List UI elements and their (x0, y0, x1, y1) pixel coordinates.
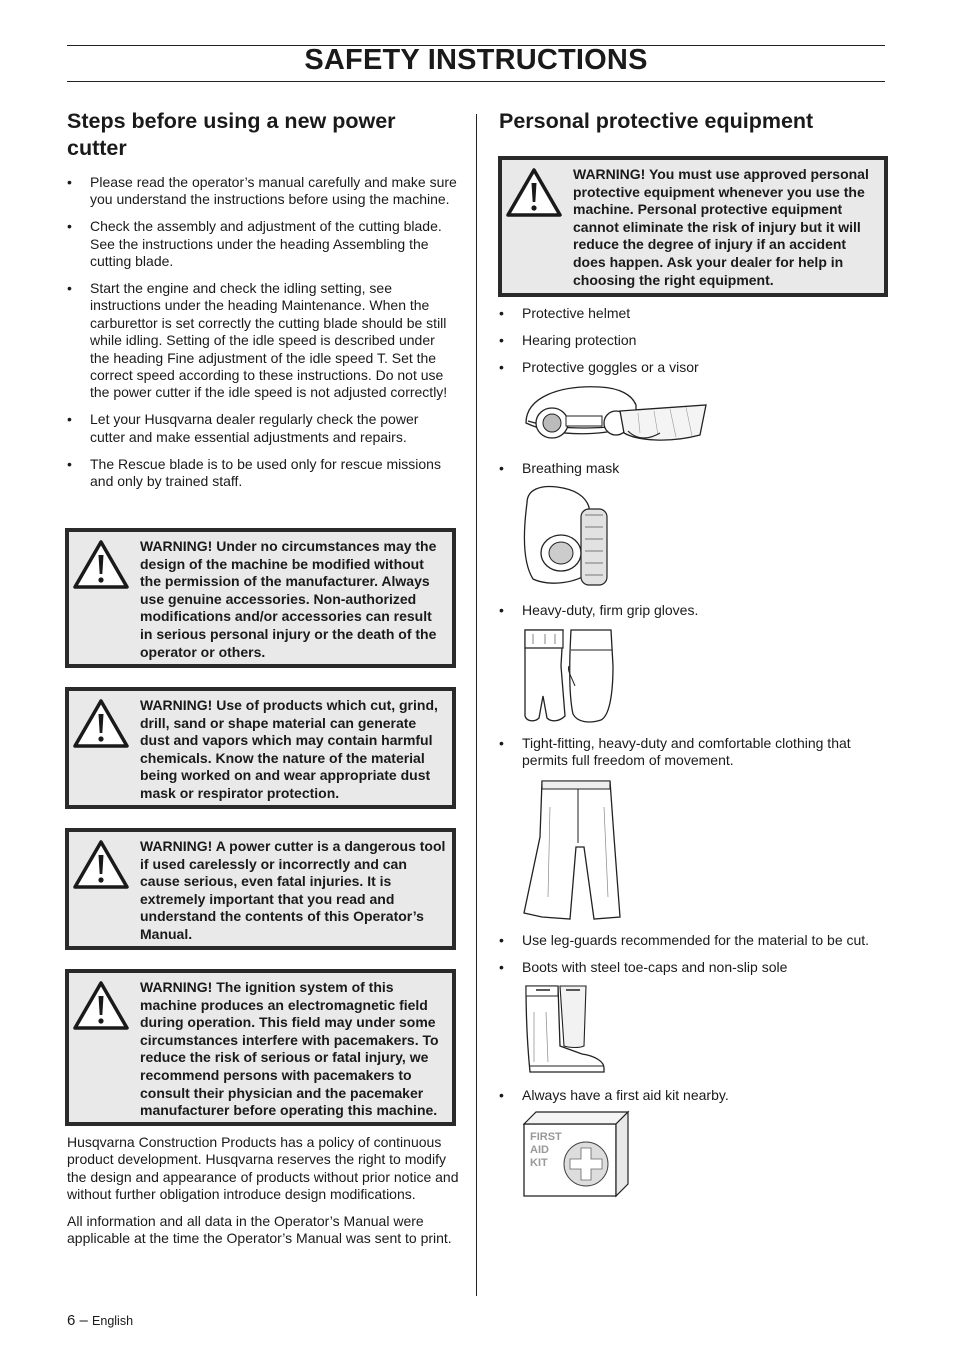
first-aid-label-2: AID (530, 1144, 549, 1156)
ppe-list-clothing (499, 735, 889, 779)
warning-icon (73, 698, 129, 748)
list-item: • Heavy-duty, firm grip gloves. (499, 602, 889, 619)
list-item: • Let your Husqvarna dealer regularly check the power cutter and make essential adjustments and repairs. (67, 411, 457, 446)
list-item: • Please read the operator’s manual carefully and make sure you understand the instructions before using the machine. (67, 174, 457, 209)
first-aid-label-3: KIT (530, 1157, 548, 1169)
list-item: • The Rescue blade is to be used only for rescue missions and only by trained staff. (67, 456, 457, 491)
steps-heading: Steps before using a new power cutter (67, 109, 396, 160)
list-item: • Check the assembly and adjustment of the cutting blade. See the instructions under the heading Assembling the cutting blade. (67, 218, 457, 270)
header-bottom-rule (67, 81, 885, 82)
list-item: • Protective helmet (499, 305, 889, 322)
warning-box-ppe (498, 156, 888, 297)
warning-box-modification (65, 528, 456, 668)
column-divider (476, 114, 477, 1296)
page-title: SAFETY INSTRUCTIONS (304, 44, 648, 76)
first-aid-kit-illustration (520, 1108, 632, 1202)
list-item: • Breathing mask (499, 460, 889, 477)
ppe-list-head (499, 305, 889, 386)
boots-illustration (520, 982, 608, 1076)
steps-list (67, 174, 457, 500)
gloves-illustration (521, 626, 617, 724)
page-footer (67, 1312, 133, 1329)
helmet-visor-illustration (520, 383, 708, 447)
first-aid-label-1: FIRST (530, 1131, 562, 1143)
warning-icon (73, 980, 129, 1030)
list-item: • Always have a first aid kit nearby. (499, 1087, 889, 1104)
warning-text: WARNING! You must use approved personal protective equipment whenever you use the machine. Personal protective equipment cannot eliminate the risk of injury but it will reduce the degree of injury if an accident does happen. Ask your dealer for help in choosing the right equipment. (573, 166, 869, 288)
warning-text: WARNING! Use of products which cut, grind, drill, sand or shape material can generate dust and vapors which may contain harmful chemicals. Know the nature of the material being worked on and wear appropriate dust mask or respirator protection. (140, 697, 438, 801)
warning-icon (73, 539, 129, 589)
warning-box-dust (65, 687, 456, 809)
list-item: • Protective goggles or a visor (499, 359, 889, 376)
warning-box-danger (65, 828, 456, 950)
warning-box-pacemaker (65, 969, 456, 1126)
list-item: • Hearing protection (499, 332, 889, 349)
policy-paragraph: Husqvarna Construction Products has a policy of continuous product development. Husqvarna reserves the right to modify the design and appearance of products without prior notice and without further obligation introduce design modifications. (67, 1134, 459, 1203)
list-item: • Use leg-guards recommended for the material to be cut. (499, 932, 899, 949)
list-item: • Boots with steel toe-caps and non-slip sole (499, 959, 899, 976)
warning-icon (73, 839, 129, 889)
warning-icon (506, 167, 562, 217)
footer-language: English (92, 1314, 134, 1328)
breathing-mask-illustration (519, 483, 611, 589)
warning-text: WARNING! A power cutter is a dangerous tool if used carelessly or incorrectly and can cause serious, even fatal injuries. It is extremely important that you read and understand the contents of this Operator’s Manual. (140, 838, 446, 942)
list-item: • Tight-fitting, heavy-duty and comfortable clothing that permits full freedom of movement. (499, 735, 889, 770)
info-paragraph: All information and all data in the Operator’s Manual were applicable at the time the Operator’s Manual was sent to print. (67, 1213, 452, 1247)
list-item: • Start the engine and check the idling setting, see instructions under the heading Maintenance. When the carburettor is set correctly the cutting blade should be still while idling. Setting of the idle speed is described under the heading Fine adjustment of the idle speed T. Set the correct speed according to these instructions. Do not use the power cutter if the idle speed is not adjusted correctly! (67, 280, 457, 402)
warning-text: WARNING! Under no circumstances may the design of the machine be modified without the permission of the manufacturer. Always use genuine accessories. Non-authorized modifications and/or accessories can result in serious personal injury or the death of the operator or others. (140, 538, 437, 660)
warning-text: WARNING! The ignition system of this machine produces an electromagnetic field during operation. This field may under some circumstances interfere with pacemakers. To reduce the risk of serious or fatal injury, we recommend persons with pacemakers to consult their physician and the pacemaker manufacturer before operating this machine. (140, 979, 439, 1119)
ppe-heading: Personal protective equipment (499, 109, 814, 133)
page-number: 6 – (67, 1312, 88, 1329)
ppe-list-legs-boots (499, 932, 899, 986)
trousers-illustration (520, 777, 624, 922)
ppe-list-gloves (499, 602, 889, 629)
